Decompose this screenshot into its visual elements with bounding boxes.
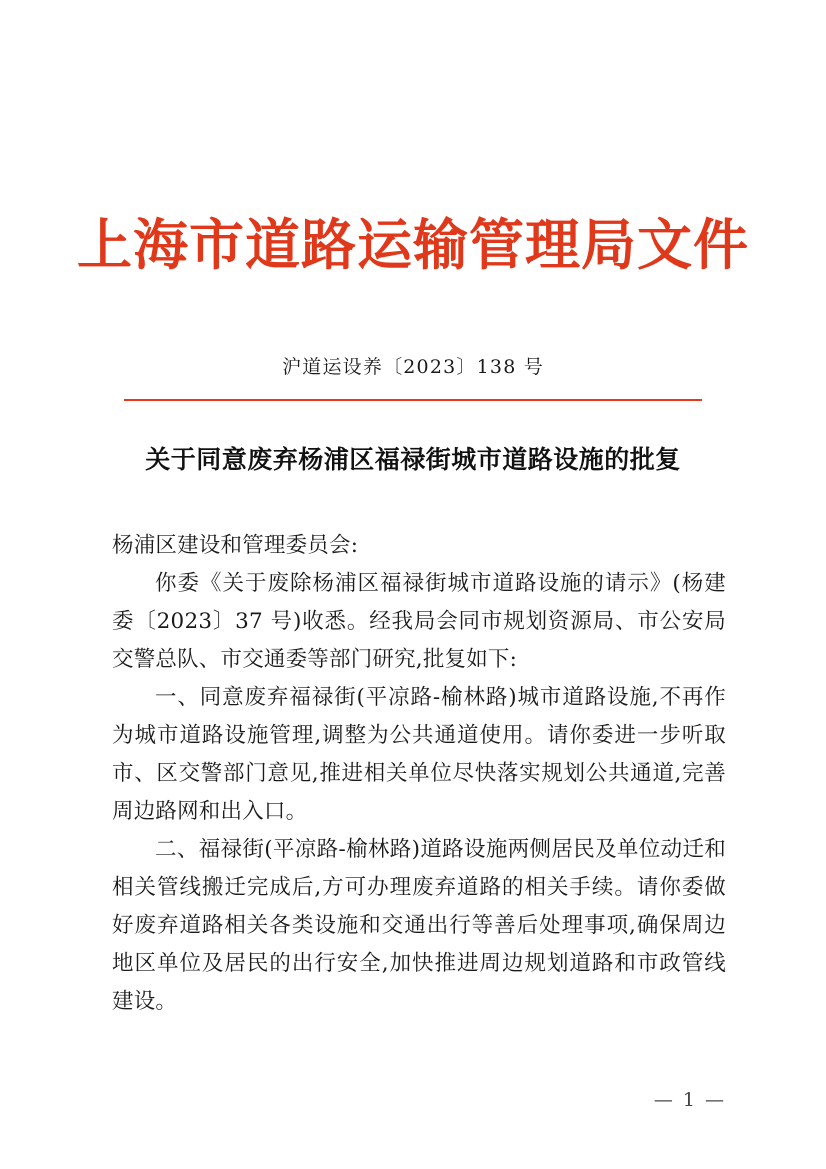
masthead (0, 214, 826, 276)
body-paragraph-intro: 你委《关于废除杨浦区福禄街城市道路设施的请示》(杨建委〔2023〕37 号)收悉。经我局会同市规划资源局、市公安局交警总队、市交通委等部门研究,批复如下: (112, 571, 726, 672)
document-number-row (0, 353, 826, 382)
masthead-title: 上海市道路运输管理局文件 (76, 212, 749, 277)
body-paragraph-item-one: 一、同意废弃福禄街(平凉路-榆林路)城市道路设施,不再作为城市道路设施管理,调整为公共通道使用。请你委进一步听取市、区交警部门意见,推进相关单位尽快落实规划公共通道,完善周边路网和出入口。 (112, 685, 726, 824)
addressee-line: 杨浦区建设和管理委员会: (112, 533, 359, 558)
document-body (112, 527, 726, 1021)
page-number: — 1 — (653, 1089, 726, 1111)
subject-heading: 关于同意废弃杨浦区福禄街城市道路设施的批复 (145, 445, 681, 474)
red-separator-rule (124, 399, 702, 401)
body-paragraph-item-two: 二、福禄街(平凉路-榆林路)道路设施两侧居民及单位动迁和相关管线搬迁完成后,方可办理废弃道路的相关手续。请你委做好废弃道路相关各类设施和交通出行等善后处理事项,确保周边地区单位及居民的出行安全,加快推进周边规划道路和市政管线建设。 (112, 837, 726, 1014)
document-number: 沪道运设养〔2023〕138 号 (282, 356, 544, 378)
